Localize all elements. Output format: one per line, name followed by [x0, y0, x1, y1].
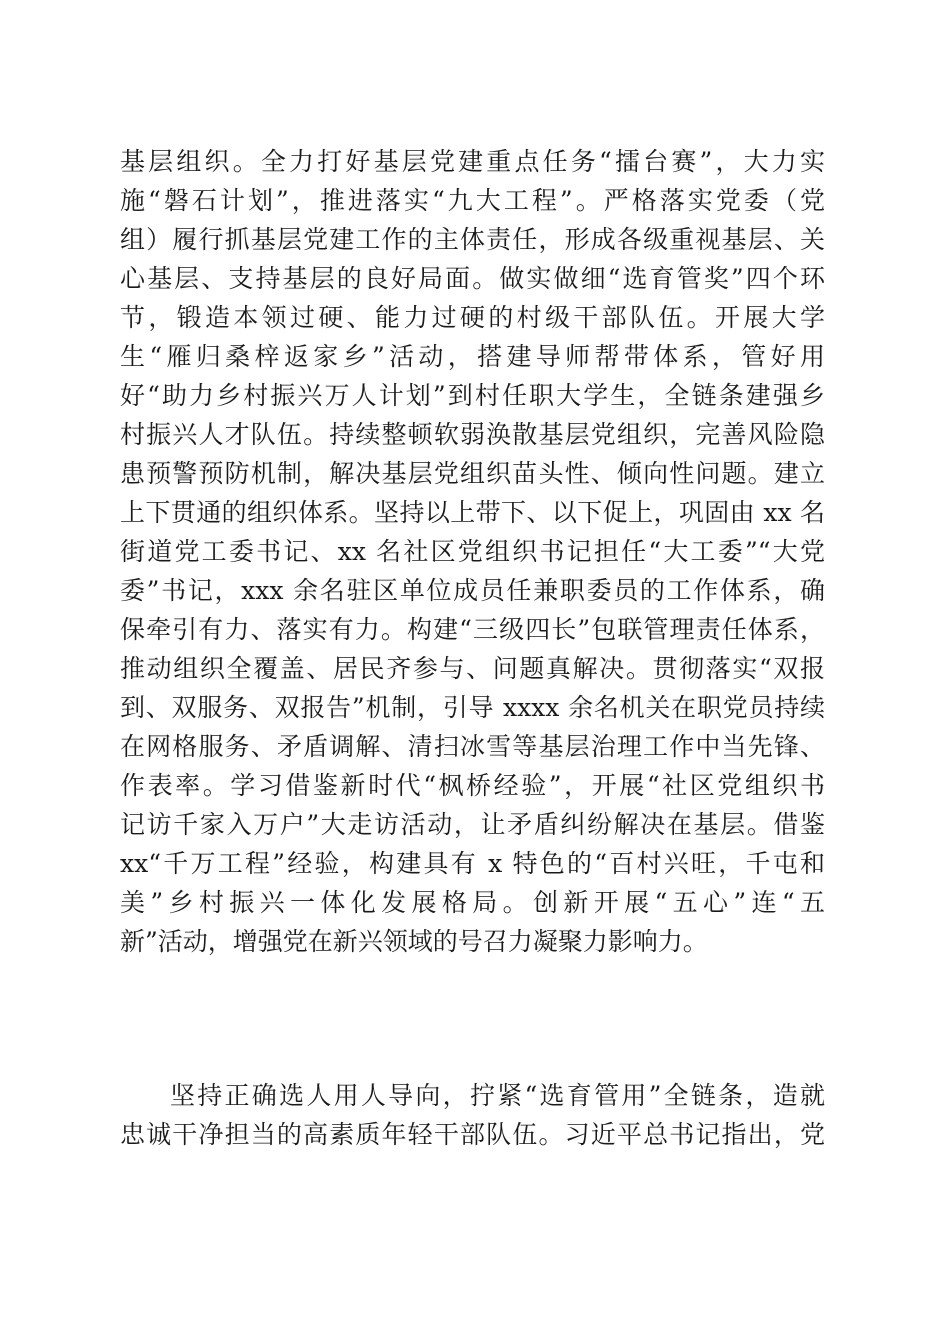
paragraph-2-line-2: 忠诚干净担当的高素质年轻干部队伍。习近平总书记指出，党 — [120, 1120, 825, 1149]
paragraph-1-line-18: 记访千家入万户”大走访活动，让矛盾纠纷解决在基层。借鉴 — [120, 810, 825, 839]
paragraph-1-line-2: 施“磐石计划”，推进落实“九大工程”。严格落实党委（党 — [120, 186, 825, 215]
paragraph-1-line-12: 委”书记，xxx 余名驻区单位成员任兼职委员的工作体系，确 — [120, 576, 825, 605]
paragraph-1-line-16: 在网格服务、矛盾调解、清扫冰雪等基层治理工作中当先锋、 — [120, 732, 825, 761]
paragraph-1-line-10: 上下贯通的组织体系。坚持以上带下、以下促上，巩固由 xx 名 — [120, 498, 825, 527]
paragraph-1-line-14: 推动组织全覆盖、居民齐参与、问题真解决。贯彻落实“双报 — [120, 654, 825, 683]
paragraph-1-line-17: 作表率。学习借鉴新时代“枫桥经验”，开展“社区党组织书 — [120, 771, 825, 800]
paragraph-1-line-19: xx“千万工程”经验，构建具有 x 特色的“百村兴旺，千屯和 — [120, 849, 825, 878]
paragraph-1-line-4: 心基层、支持基层的良好局面。做实做细“选育管奖”四个环 — [120, 264, 825, 293]
paragraph-1-line-21: 新”活动，增强党在新兴领域的号召力凝聚力影响力。 — [120, 927, 708, 956]
paragraph-1-line-15: 到、双服务、双报告”机制，引导 xxxx 余名机关在职党员持续 — [120, 693, 825, 722]
paragraph-2 — [120, 1076, 825, 1154]
paragraph-1-line-11: 街道党工委书记、xx 名社区党组织书记担任“大工委”“大党 — [120, 537, 825, 566]
paragraph-1-line-6: 生“雁归桑梓返家乡”活动，搭建导师帮带体系，管好用 — [120, 342, 825, 371]
paragraph-1-line-3: 组）履行抓基层党建工作的主体责任，形成各级重视基层、关 — [120, 225, 825, 254]
paragraph-1-line-20: 美”乡村振兴一体化发展格局。创新开展“五心”连“五 — [120, 888, 825, 917]
paragraph-1-line-7: 好“助力乡村振兴万人计划”到村任职大学生，全链条建强乡 — [120, 381, 825, 410]
paragraph-1-line-5: 节，锻造本领过硬、能力过硬的村级干部队伍。开展大学 — [120, 303, 825, 332]
paragraph-2-line-1: 坚持正确选人用人导向，拧紧“选育管用”全链条，造就 — [170, 1081, 825, 1110]
paragraph-1-line-1: 基层组织。全力打好基层党建重点任务“擂台赛”，大力实 — [120, 147, 825, 176]
paragraph-1-line-13: 保牵引有力、落实有力。构建“三级四长”包联管理责任体系， — [120, 615, 825, 644]
paragraph-1-line-9: 患预警预防机制，解决基层党组织苗头性、倾向性问题。建立 — [120, 459, 825, 488]
paragraph-1 — [120, 142, 825, 961]
paragraph-1-line-8: 村振兴人才队伍。持续整顿软弱涣散基层党组织，完善风险隐 — [120, 420, 825, 449]
